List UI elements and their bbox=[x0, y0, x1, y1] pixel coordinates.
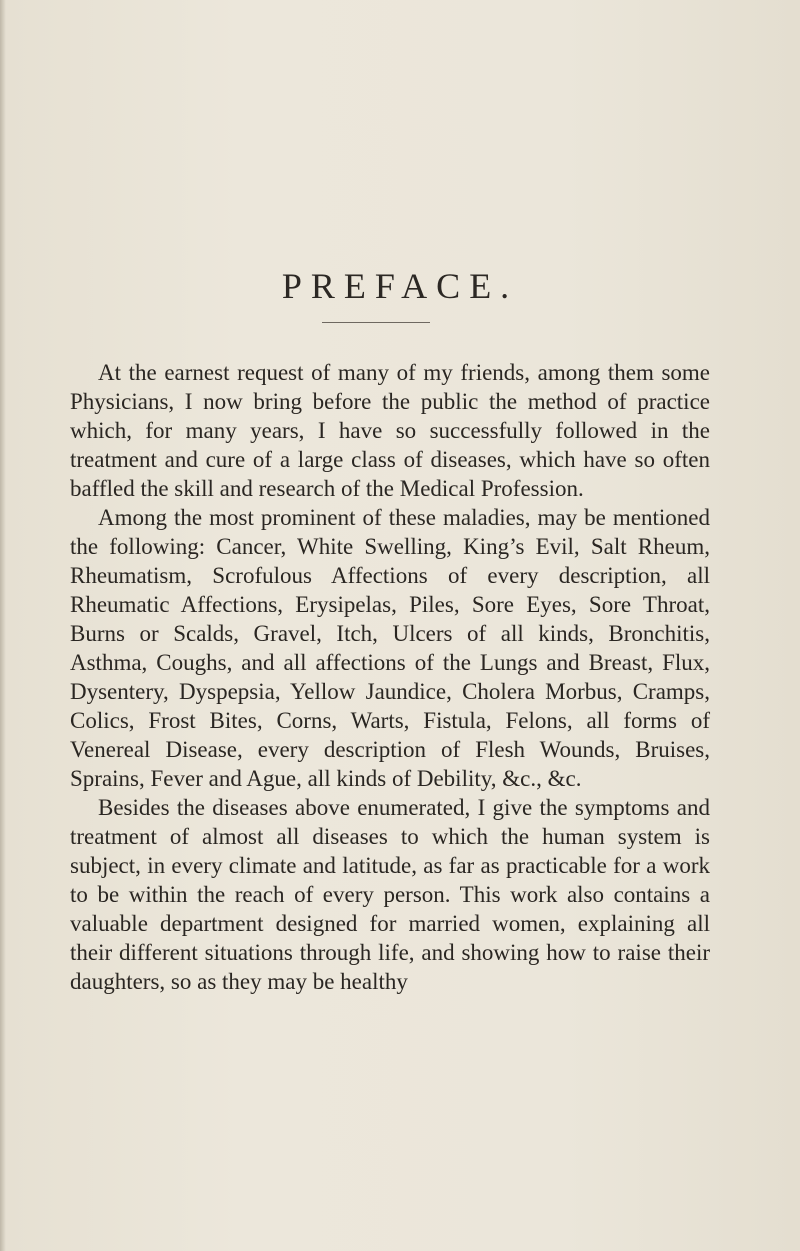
paragraph-2: Among the most prominent of these maladies, may be mentioned the following: Cancer, White Swelling, King’s Evil, Salt Rheum, Rheumatism, Scrofulous Affections of every description, all Rheumatic Affections, Erysipelas, Piles, Sore Eyes, Sore Throat, Burns or Scalds, Gravel, Itch, Ulcers of all kinds, Bronchitis, Asthma, Coughs, and all affections of the Lungs and Breast, Flux, Dysentery, Dyspepsia, Yellow Jaundice, Cholera Morbus, Cramps, Colics, Frost Bites, Corns, Warts, Fistula, Felons, all forms of Venereal Disease, every description of Flesh Wounds, Bruises, Sprains, Fever and Ague, all kinds of Debility, &c., &c. bbox=[70, 505, 710, 791]
paragraph-3: Besides the diseases above enumerated, I give the symptoms and treatment of almost all diseases to which the human system is subject, in every climate and latitude, as far as practicable for a work to be within the reach of every person. This work also contains a valuable department designed for married women, explaining all their different situations through life, and showing how to raise their daughters, so as they may be healthy bbox=[70, 795, 710, 994]
page-title: PREFACE. bbox=[281, 266, 519, 306]
title-divider bbox=[322, 322, 430, 323]
preface-body bbox=[70, 358, 710, 996]
paragraph-1: At the earnest request of many of my friends, among them some Physicians, I now bring before the public the method of practice which, for many years, I have so successfully followed in the treatment and cure of a large class of diseases, which have so often baffled the skill and research of the Medical Profession. bbox=[70, 360, 710, 501]
page-gutter-shadow bbox=[0, 0, 6, 1251]
